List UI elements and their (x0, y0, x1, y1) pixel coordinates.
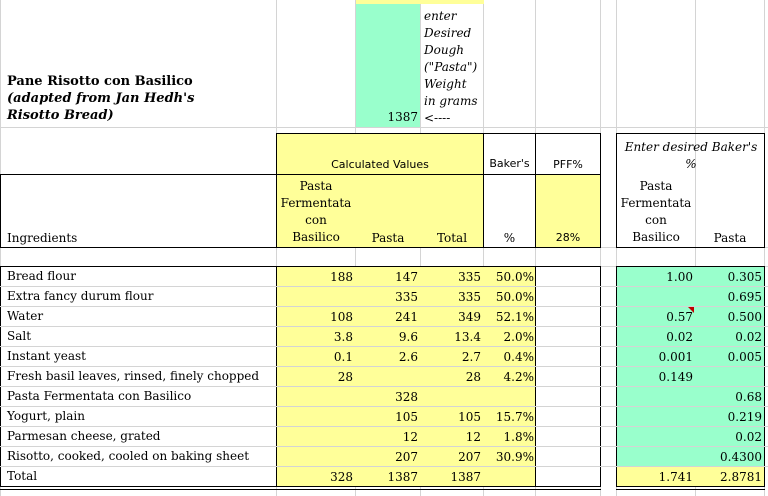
cell-pct[interactable]: 50.0% (495, 290, 534, 304)
cell-pf[interactable]: 0.1 (333, 350, 353, 364)
border (0, 266, 601, 267)
ingredient-name[interactable]: Fresh basil leaves, rinsed, finely chopped (7, 369, 260, 383)
border (276, 133, 601, 134)
cell-total[interactable]: 105 (458, 410, 481, 424)
cell-in-pasta[interactable]: 0.68 (735, 390, 762, 404)
cell-total[interactable]: 349 (458, 310, 481, 324)
row-separator (0, 346, 768, 347)
calculated-values-header: Calculated Values (331, 158, 429, 171)
cell-pasta[interactable]: 147 (395, 270, 418, 284)
border (616, 489, 765, 490)
cell-in-pf[interactable] (617, 388, 693, 406)
cell-pct[interactable]: 30.9% (495, 450, 534, 464)
enter-desired-bakers-header: Enter desired Baker's % (624, 140, 758, 171)
cell-in-pasta[interactable]: 0.305 (727, 270, 762, 284)
cell-pct[interactable]: 52.1% (495, 310, 534, 324)
cell-pf[interactable] (277, 408, 353, 426)
cell-pasta[interactable]: 328 (395, 390, 418, 404)
cell-total[interactable]: 12 (465, 430, 481, 444)
total-desired-pasta: 2.8781 (720, 470, 762, 484)
cell-pf[interactable] (277, 428, 353, 446)
cell-pasta[interactable]: 12 (402, 430, 418, 444)
ingredients-header: Ingredients (7, 231, 78, 245)
ingredient-name[interactable]: Yogurt, plain (7, 409, 85, 423)
pf-column-header: Pasta Fermentata con Basilico (280, 179, 352, 244)
border (616, 486, 765, 487)
cell-in-pf[interactable] (617, 448, 693, 466)
cell-in-pf[interactable] (617, 288, 693, 306)
top-selection-strip (356, 0, 484, 4)
ingredient-name[interactable]: Pasta Fermentata con Basilico (7, 389, 192, 403)
percent-column-header: % (503, 231, 516, 245)
cell-pct[interactable]: 15.7% (495, 410, 534, 424)
border (535, 266, 536, 487)
cell-total[interactable] (421, 388, 481, 406)
ingredient-name[interactable]: Parmesan cheese, grated (7, 429, 161, 443)
cell-pf[interactable]: 188 (330, 270, 353, 284)
cell-pasta[interactable]: 241 (395, 310, 418, 324)
cell-total[interactable]: 2.7 (461, 350, 481, 364)
border (0, 486, 601, 487)
pff-header: PFF% (553, 158, 583, 171)
total-column-header: Total (436, 231, 468, 245)
grid-row (0, 127, 768, 128)
cell-pf[interactable]: 3.8 (333, 330, 353, 344)
cell-pf[interactable] (277, 448, 353, 466)
row-separator (0, 466, 768, 467)
cell-in-pasta[interactable]: 0.695 (727, 290, 762, 304)
total-row-label: Total (7, 469, 38, 483)
cell-in-pf[interactable]: 0.57 (666, 310, 693, 324)
ingredient-name[interactable]: Salt (7, 329, 32, 343)
desired-pf-column-header: Pasta Fermentata con Basilico (620, 179, 692, 244)
border (0, 174, 1, 248)
border (764, 133, 765, 248)
total-pf: 328 (330, 470, 353, 484)
cell-in-pasta[interactable] (696, 368, 762, 386)
note-line: <---- (424, 111, 451, 125)
border (0, 247, 601, 248)
row-separator (0, 406, 768, 407)
cell-pct[interactable]: 2.0% (503, 330, 534, 344)
border (276, 133, 277, 248)
border (600, 266, 601, 487)
bakers-header: Baker's (489, 157, 530, 170)
cell-total[interactable]: 13.4 (454, 330, 481, 344)
ingredient-name[interactable]: Risotto, cooked, cooled on baking sheet (7, 449, 250, 463)
ingredient-name[interactable]: Extra fancy durum flour (7, 289, 154, 303)
cell-pct[interactable]: 50.0% (495, 270, 534, 284)
cell-in-pf[interactable]: 0.02 (666, 330, 693, 344)
cell-in-pasta[interactable]: 0.02 (735, 430, 762, 444)
ingredient-name[interactable]: Bread flour (7, 269, 76, 283)
comment-marker-icon (688, 307, 694, 313)
border (535, 133, 536, 248)
note-line: enter (424, 9, 457, 23)
cell-in-pf[interactable] (617, 408, 693, 426)
ingredient-name[interactable]: Instant yeast (7, 349, 86, 363)
pff-value: 28% (555, 231, 581, 244)
cell-in-pasta[interactable]: 0.02 (735, 330, 762, 344)
title-line-1: Pane Risotto con Basilico (7, 74, 193, 89)
border (616, 247, 765, 248)
border (483, 133, 484, 248)
total-desired-pf: 1.741 (658, 470, 693, 484)
cell-pct[interactable] (484, 388, 534, 406)
pasta-column-header: Pasta (371, 231, 405, 245)
cell-in-pasta[interactable]: 0.005 (727, 350, 762, 364)
border (616, 133, 765, 134)
border (600, 133, 601, 248)
cell-pasta[interactable]: 105 (395, 410, 418, 424)
cell-pasta[interactable]: 207 (395, 450, 418, 464)
border (0, 174, 601, 175)
cell-in-pf[interactable]: 0.149 (658, 370, 693, 384)
cell-in-pf[interactable]: 1.00 (666, 270, 693, 284)
row-separator (0, 326, 768, 327)
border (616, 133, 617, 248)
border (0, 266, 1, 487)
cell-in-pf[interactable]: 0.001 (658, 350, 693, 364)
note-line: Desired (424, 26, 472, 40)
cell-total[interactable]: 28 (465, 370, 481, 384)
note-line: Weight (424, 77, 467, 91)
cell-pct[interactable]: 1.8% (503, 430, 534, 444)
desired-weight-note (424, 8, 478, 127)
border (616, 266, 765, 267)
title-line-2: (adapted from Jan Hedh's (7, 91, 195, 106)
cell-total[interactable]: 335 (458, 270, 481, 284)
cell-in-pasta[interactable]: 0.4300 (720, 450, 762, 464)
border (764, 266, 765, 487)
cell-pf[interactable] (277, 288, 353, 306)
desired-weight-input[interactable]: 1387 (387, 110, 418, 124)
border (0, 489, 601, 490)
cell-in-pasta[interactable]: 0.500 (727, 310, 762, 324)
cell-pf[interactable]: 28 (337, 370, 353, 384)
total-total: 1387 (450, 470, 481, 484)
row-separator (0, 306, 768, 307)
note-line: Dough (424, 43, 464, 57)
note-line: in grams (424, 94, 478, 108)
cell-pf[interactable] (277, 388, 353, 406)
title-line-3: Risotto Bread) (7, 108, 114, 123)
desired-pasta-column-header: Pasta (713, 231, 747, 245)
ingredient-name[interactable]: Water (7, 309, 44, 323)
cell-pct[interactable]: 0.4% (503, 350, 534, 364)
cell-pasta[interactable]: 335 (395, 290, 418, 304)
cell-pct[interactable]: 4.2% (503, 370, 534, 384)
cell-pf[interactable]: 108 (330, 310, 353, 324)
note-line: ("Pasta") (424, 60, 478, 74)
cell-pasta[interactable]: 9.6 (398, 330, 418, 344)
cell-in-pf[interactable] (617, 428, 693, 446)
cell-total[interactable]: 335 (458, 290, 481, 304)
cell-pasta[interactable]: 2.6 (398, 350, 418, 364)
recipe-title (7, 73, 194, 124)
cell-in-pasta[interactable]: 0.219 (727, 410, 762, 424)
cell-total[interactable]: 207 (458, 450, 481, 464)
total-pasta: 1387 (387, 470, 418, 484)
cell-pasta[interactable] (356, 368, 418, 386)
